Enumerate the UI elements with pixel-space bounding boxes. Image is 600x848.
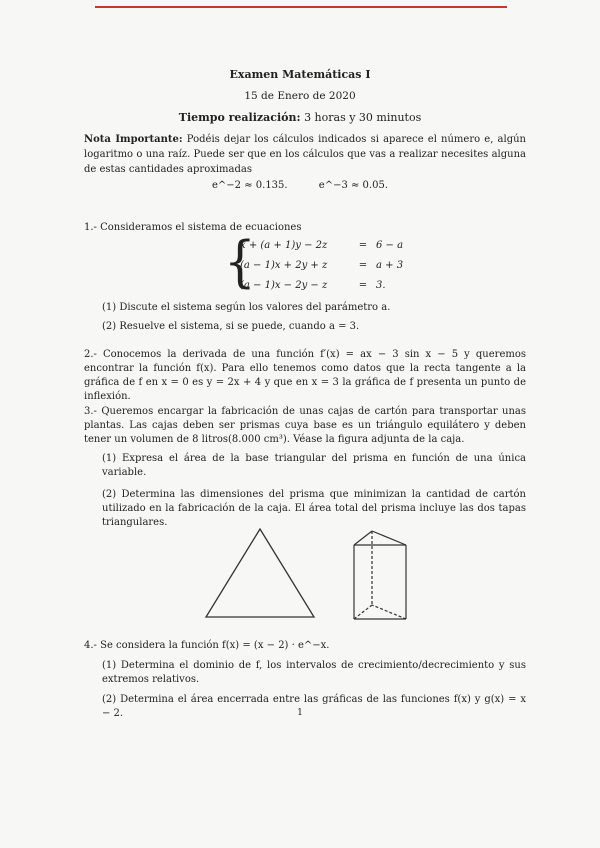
equals-sign: = [358, 260, 368, 271]
problem-4-intro: 4.- Se considera la función f(x) = (x − 2) · e^−x. [84, 640, 330, 651]
note-text: Podéis dejar los cálculos indicados si aparece el número e, algún logaritmo o una raíz. Puede ser que en los cálculos que vas a realizar necesites alguna de estas cantidades aproximadas [84, 134, 526, 175]
approx-e-minus-2: e^−2 ≈ 0.135. [212, 180, 288, 191]
page-number: 1 [297, 708, 303, 718]
exam-title: Examen Matemáticas I [229, 68, 371, 81]
prism-edge [354, 531, 372, 545]
item-text: Resuelve el sistema, si se puede, cuando a = 3. [119, 321, 360, 332]
system-brace: { [224, 230, 256, 294]
prism-hidden-edge [354, 605, 372, 619]
note-label: Nota Importante: [84, 134, 183, 145]
triangular-prism-figure [350, 525, 420, 625]
exam-duration [0, 111, 600, 124]
item-text: Determina el dominio de f, los intervalos de crecimiento/decrecimiento y sus extremos relativos. [102, 660, 526, 685]
equation-lhs: (a − 1)x + 2y + z [240, 260, 328, 271]
problem-3-item-1 [102, 452, 526, 480]
important-note [84, 132, 526, 177]
equation-rhs: 3. [376, 280, 386, 291]
problem-4-item-1 [102, 659, 526, 687]
item-text: Discute el sistema según los valores del parámetro a. [119, 302, 391, 313]
item-number: (1) [102, 453, 117, 464]
problem-1-item-2 [102, 320, 526, 334]
equation-row [240, 260, 403, 271]
problem-3-item-2 [102, 488, 526, 530]
item-number: (1) [102, 302, 117, 313]
equation-row [240, 240, 403, 251]
equation-lhs: x + (a + 1)y − 2z [240, 240, 328, 251]
duration-value: 3 horas y 30 minutos [304, 111, 422, 124]
equation-row [240, 280, 386, 291]
equilateral-triangle-figure [200, 525, 320, 625]
item-text: Expresa el área de la base triangular del prisma en función de una única variable. [102, 453, 527, 478]
item-text: Determina las dimensiones del prisma que minimizan la cantidad de cartón utilizado en la fabricación de la caja. El área total del prisma incluye las dos tapas triangulares. [102, 489, 526, 528]
item-text: Determina el área encerrada entre las gráficas de las funciones f(x) y g(x) = x − 2. [102, 694, 526, 719]
item-number: (1) [102, 660, 117, 671]
equals-sign: = [358, 280, 368, 291]
item-number: (2) [102, 694, 117, 705]
approximations [0, 180, 600, 191]
prism-hidden-edge [372, 605, 406, 619]
problem-3-intro: 3.- Queremos encargar la fabricación de unas cajas de cartón para transportar unas plantas. Las cajas deben ser prismas cuya base es un triángulo equilátero y deben tener un volumen de 8 litros(8.000 cm³). Véase la figura adjunta de la caja. [84, 406, 526, 445]
equals-sign: = [358, 240, 368, 251]
approx-e-minus-3: e^−3 ≈ 0.05. [318, 180, 388, 191]
exam-date: 15 de Enero de 2020 [244, 90, 356, 102]
item-number: (2) [102, 489, 117, 500]
triangle-outline [206, 529, 314, 617]
item-number: (2) [102, 321, 117, 332]
equation-rhs: 6 − a [376, 240, 404, 251]
prism-edge [372, 531, 406, 545]
problem-1-intro: 1.- Consideramos el sistema de ecuaciones [84, 222, 302, 233]
equation-rhs: a + 3 [376, 260, 404, 271]
problem-2: 2.- Conocemos la derivada de una función f′(x) = ax − 3 sin x − 5 y queremos encontrar la función f(x). Para ello tenemos como datos que la recta tangente a la gráfica de f en x = 0 es y = 2x + 4 y que en x = 3 la gráfica de f presenta un punto de inflexión. [84, 349, 526, 402]
duration-label: Tiempo realización: [178, 111, 301, 124]
problem-1-item-1 [102, 301, 526, 315]
equation-lhs: (a − 1)x − 2y − z [240, 280, 328, 291]
